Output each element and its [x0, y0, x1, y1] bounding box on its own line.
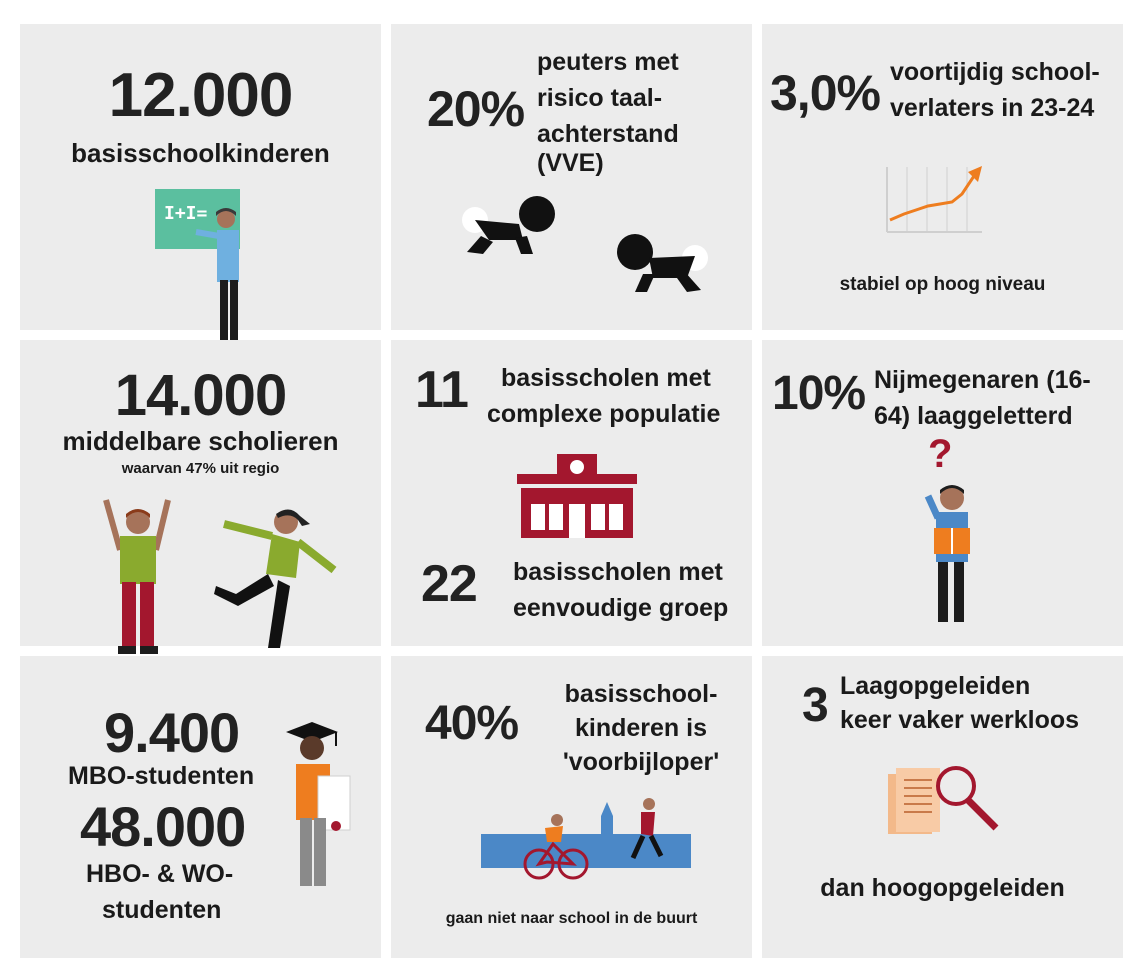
- tile-peuters: [391, 24, 752, 330]
- rising-trend-chart-icon: [882, 162, 992, 237]
- tile-werkloosheid: [762, 656, 1123, 958]
- stat-number-hbo-wo: 48.000: [80, 795, 246, 858]
- document-magnifier-icon: [886, 764, 1016, 854]
- stat-number: 10%: [772, 367, 866, 420]
- stat-caption: stabiel op hoog niveau: [839, 274, 1046, 295]
- tile-basisscholen-populatie: [391, 340, 752, 646]
- stat-label-mbo: MBO-studenten: [68, 762, 255, 790]
- dancing-student-icon: [206, 502, 346, 662]
- stat-number: 3,0%: [770, 65, 880, 121]
- stat-number: 14.000: [114, 363, 287, 428]
- stat-label: middelbare scholieren: [62, 426, 339, 456]
- cyclist-runner-city-icon: [481, 796, 701, 886]
- question-mark-icon: ?: [928, 432, 953, 476]
- stat-label-line2: risico taal-: [537, 84, 663, 112]
- blackboard-text: I+I=: [164, 203, 208, 224]
- stat-label-line1: peuters met: [537, 48, 679, 76]
- stat-label-line4: eenvoudige groep: [513, 594, 729, 622]
- stat-label-line3: 'voorbijloper': [562, 748, 720, 776]
- stat-label-line1: voortijdig school-: [890, 58, 1100, 86]
- crawling-toddler-icon: [459, 192, 569, 262]
- tile-basisschoolkinderen: [20, 24, 381, 330]
- stat-label-line2: verlaters in 23-24: [890, 94, 1095, 122]
- stat-number: 3: [802, 679, 828, 732]
- stat-sublabel: waarvan 47% uit regio: [121, 460, 280, 477]
- stat-caption: dan hoogopgeleiden: [820, 874, 1065, 902]
- stat-label-line1: basisscholen met: [501, 364, 711, 392]
- stat-number-mbo: 9.400: [104, 701, 240, 764]
- tile-middelbare-scholieren: [20, 340, 381, 646]
- stat-label-line1: basisschool-: [564, 680, 718, 708]
- stat-label-line2: 64) laaggeletterd: [874, 402, 1073, 430]
- stat-label-hbo-wo-line1: HBO- & WO-: [86, 860, 234, 888]
- tile-studenten: [20, 656, 381, 958]
- stat-number: 20%: [427, 81, 525, 137]
- stat-label-line3: basisscholen met: [513, 558, 723, 586]
- tile-voorbijloper: [391, 656, 752, 958]
- stat-label-line2: kinderen is: [575, 714, 707, 742]
- stat-label-line1: Nijmegenaren (16-: [874, 366, 1091, 394]
- tile-laaggeletterd: [762, 340, 1123, 646]
- stat-number-11: 11: [415, 361, 468, 419]
- stat-caption: gaan niet naar school in de buurt: [445, 910, 698, 927]
- confused-reader-icon: [910, 482, 990, 632]
- stat-label-line1: Laagopgeleiden: [840, 672, 1031, 700]
- stat-number-22: 22: [421, 555, 477, 613]
- tile-voortijdig-schoolverlaters: [762, 24, 1123, 330]
- school-building-icon: [517, 452, 637, 542]
- stat-number: 40%: [425, 697, 519, 750]
- cheering-student-icon: [100, 492, 180, 662]
- teacher-blackboard-icon: [150, 184, 280, 354]
- crawling-toddler-icon: [609, 226, 719, 296]
- stat-label: basisschoolkinderen: [71, 138, 330, 168]
- stat-label-line2: keer vaker werkloos: [840, 706, 1080, 734]
- graduate-with-diploma-icon: [278, 722, 368, 892]
- stat-label-line3: achterstand (VVE): [537, 120, 679, 177]
- stat-label-hbo-wo-line2: studenten: [102, 896, 222, 924]
- stat-number: 12.000: [108, 61, 293, 130]
- stat-label-line2: complexe populatie: [487, 400, 721, 428]
